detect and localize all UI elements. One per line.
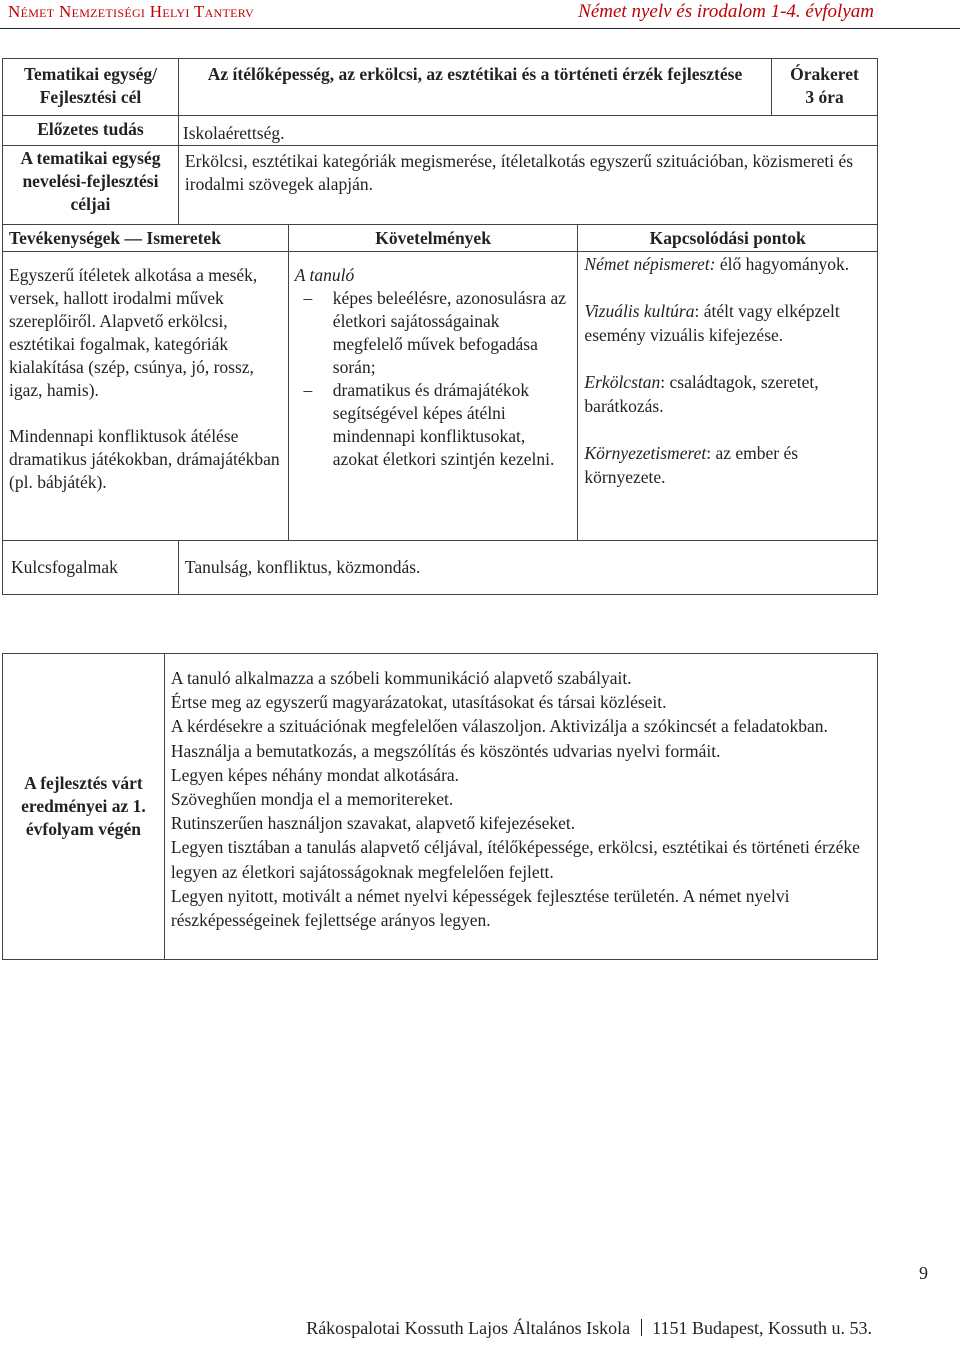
heading-dash: —	[124, 228, 143, 248]
prior-label: Előzetes tudás	[3, 116, 179, 146]
result-line: Szöveghűen mondja el a memoritereket.	[170, 789, 454, 810]
requirement-item	[295, 287, 572, 379]
page-number: 9	[919, 1263, 928, 1283]
hours-value: 3 óra	[805, 87, 844, 107]
activities-paragraph-2: Mindennapi konfliktusok átélése dramatikus játékokban, drámajátékban (pl. bábjáték).	[9, 426, 280, 492]
connection-item	[584, 299, 871, 347]
result-line: A kérdésekre a szituációnak megfelelően válaszoljon. Aktivizálja a szókincsét a feladatokban.	[170, 716, 828, 737]
bullet-dash: –	[294, 380, 313, 400]
activities-heading: Tevékenységek	[9, 228, 121, 248]
result-line: A tanuló alkalmazza a szóbeli kommunikáció alapvető szabályait.	[170, 668, 632, 688]
result-line: Rutinszerűen használjon szavakat, alapvető kifejezéseket.	[170, 813, 576, 834]
results-label: A fejlesztés várt eredményei az 1. évfolyam végén	[3, 654, 165, 960]
connection-item	[584, 441, 871, 489]
result-line: Legyen tisztában a tanulás alapvető céljával, ítélőképessége, erkölcsi, esztétikai és történeti érzéke legyen az életkori sajátosságoknak megfelelően fejlett.	[170, 837, 860, 882]
connection-text: : átélt vagy elképzelt esemény vizuális kifejezése.	[584, 301, 840, 345]
col-header-activities	[3, 225, 289, 252]
goals-value: Erkölcsi, esztétikai kategóriák megismerése, ítéletalkotás egyszerű szituációban, közismereti és irodalmi szövegek alapján.	[178, 146, 877, 225]
requirement-text: képes beleélésre, azonosulásra az életkori sajátosságainak megfelelő művek befogadása során;	[332, 288, 567, 377]
result-line: Legyen nyitott, motivált a német nyelvi képességek fejlesztése területén. A német nyelvi részképességeinek fejlettsége arányos legyen.	[170, 885, 790, 931]
theme-value: Az ítélőképesség, az erkölcsi, az esztétikai és a történeti érzék fejlesztése	[178, 59, 771, 116]
connection-label: Erkölcstan	[584, 372, 661, 392]
connection-label: Vizuális kultúra	[584, 301, 695, 321]
footer-address: 1151 Budapest, Kossuth u. 53.	[652, 1318, 872, 1338]
connection-item	[584, 370, 871, 418]
bullet-dash: –	[294, 288, 313, 308]
results-list	[164, 654, 877, 960]
connection-text: élő hagyományok.	[715, 254, 850, 274]
requirements-intro: A tanuló	[294, 265, 355, 285]
unit-table	[2, 58, 878, 595]
connections-cell	[578, 252, 878, 541]
page-header	[0, 0, 960, 30]
connection-label: Környezetismeret	[584, 443, 707, 463]
keywords-value: Tanulság, konfliktus, közmondás.	[178, 541, 877, 595]
keywords-label: Kulcsfogalmak	[3, 541, 179, 595]
requirement-text: dramatikus és drámajátékok segítségével képes átélni mindennapi konfliktusokat, azokat életkori szintjén kezelni.	[332, 380, 555, 469]
theme-label: Tematikai egység/ Fejlesztési cél	[3, 59, 179, 116]
connection-text: : családtagok, szeretet, barátkozás.	[584, 372, 819, 416]
document-title: Német Nemzetiségi Helyi Tanterv	[8, 2, 255, 21]
results-table	[2, 653, 878, 960]
footer-separator	[641, 1319, 642, 1336]
knowledge-heading: Ismeretek	[146, 228, 221, 248]
connection-text: : az ember és környezete.	[584, 443, 799, 487]
page-footer	[0, 1318, 960, 1339]
goals-label: A tematikai egység nevelési-fejlesztési céljai	[3, 146, 179, 225]
subject-title: Német nyelv és irodalom 1-4. évfolyam	[578, 1, 874, 22]
footer-school: Rákospalotai Kossuth Lajos Általános Iskola	[306, 1318, 631, 1338]
col-header-requirements: Követelmények	[288, 225, 578, 252]
result-line: Értse meg az egyszerű magyarázatokat, utasításokat és társai közléseit.	[170, 692, 667, 713]
requirement-item	[295, 379, 572, 471]
connection-label: Német népismeret:	[584, 254, 716, 274]
connection-item	[584, 252, 871, 276]
col-header-connections: Kapcsolódási pontok	[578, 225, 878, 252]
result-line: Legyen képes néhány mondat alkotására.	[170, 764, 460, 785]
result-line: Használja a bemutatkozás, a megszólítás és köszöntés udvarias nyelvi formáit.	[170, 740, 721, 761]
hours-cell	[772, 59, 878, 116]
activities-paragraph-1: Egyszerű ítéletek alkotása a mesék, versek, hallott irodalmi művek szereplőiről. Alapvető erkölcsi, esztétikai fogalmak, kategóriák kialakítása (szép, csúnya, jó, rossz, igaz, hamis).	[9, 265, 258, 400]
header-rule	[0, 28, 960, 29]
requirements-cell	[288, 252, 578, 541]
prior-value: Iskolaérettség.	[178, 116, 877, 146]
activities-cell	[3, 252, 289, 541]
hours-label: Órakeret	[790, 64, 859, 84]
